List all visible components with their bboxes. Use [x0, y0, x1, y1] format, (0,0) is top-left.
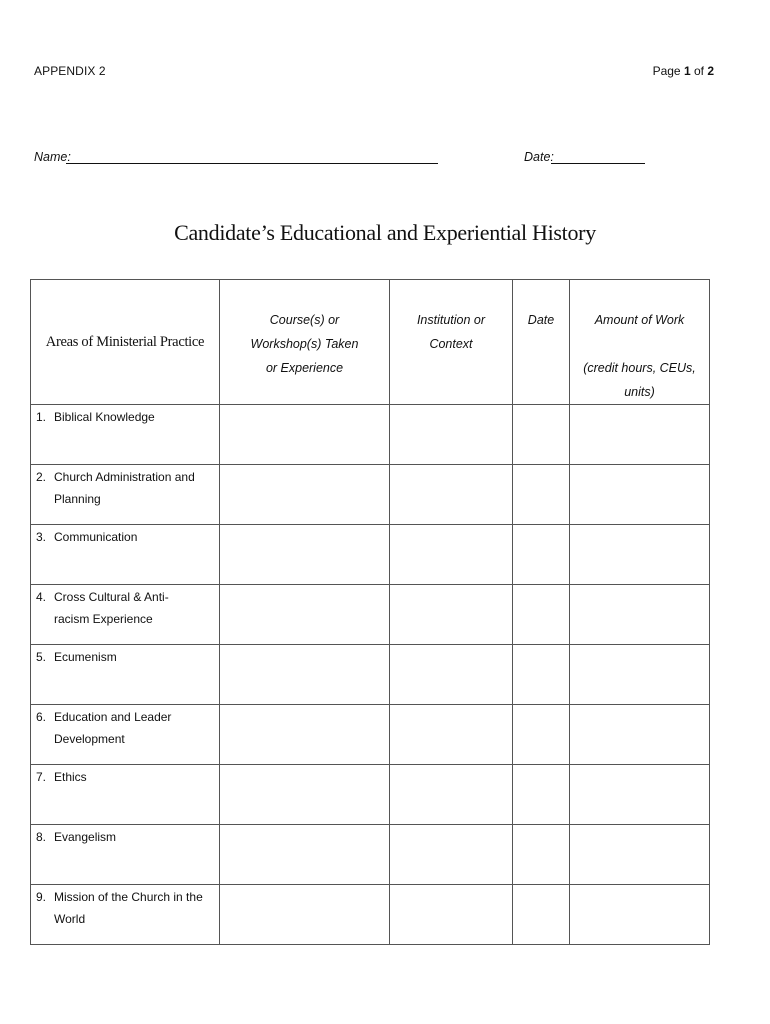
row-number: 2.: [36, 470, 47, 484]
row-label: Communication: [54, 530, 138, 544]
table-row: [31, 885, 710, 945]
area-cell: [31, 705, 220, 765]
row-number: 9.: [36, 890, 47, 904]
amount-cell[interactable]: [570, 825, 710, 885]
amount-cell[interactable]: [570, 705, 710, 765]
row-number: 8.: [36, 830, 47, 844]
institution-cell[interactable]: [390, 465, 513, 525]
area-cell: [31, 585, 220, 645]
institution-cell[interactable]: [390, 885, 513, 945]
institution-cell[interactable]: [390, 645, 513, 705]
name-field[interactable]: [66, 163, 438, 164]
row-label: Ecumenism: [54, 650, 117, 664]
amount-cell[interactable]: [570, 885, 710, 945]
row-number: 5.: [36, 650, 47, 664]
date-cell[interactable]: [513, 885, 570, 945]
header-date: Date: [513, 280, 570, 405]
institution-cell[interactable]: [390, 765, 513, 825]
row-label: Biblical Knowledge: [54, 410, 155, 424]
table-row: [31, 645, 710, 705]
header-amount-line-2: (credit hours, CEUs, units): [583, 361, 696, 399]
row-label: Mission of the Church in the World: [54, 890, 203, 926]
amount-cell[interactable]: [570, 405, 710, 465]
table-row: [31, 585, 710, 645]
date-cell[interactable]: [513, 465, 570, 525]
header-courses-line-2: Workshop(s) Taken: [250, 337, 359, 351]
page-indicator: [653, 64, 714, 78]
courses-cell[interactable]: [220, 885, 390, 945]
area-cell: [31, 645, 220, 705]
amount-cell[interactable]: [570, 645, 710, 705]
header-courses-line-3: or Experience: [265, 361, 344, 375]
row-number: 3.: [36, 530, 47, 544]
amount-cell[interactable]: [570, 525, 710, 585]
history-table: [30, 279, 710, 945]
date-cell[interactable]: [513, 765, 570, 825]
row-label: Cross Cultural & Anti-racism Experience: [54, 590, 169, 626]
row-label: Education and Leader Development: [54, 710, 172, 746]
header-courses: [220, 280, 390, 405]
header-institution-line-1: Institution or: [416, 313, 486, 327]
header-institution: [390, 280, 513, 405]
institution-cell[interactable]: [390, 825, 513, 885]
table-row: [31, 405, 710, 465]
row-number: 7.: [36, 770, 47, 784]
courses-cell[interactable]: [220, 525, 390, 585]
table-row: [31, 525, 710, 585]
institution-cell[interactable]: [390, 525, 513, 585]
amount-cell[interactable]: [570, 585, 710, 645]
amount-cell[interactable]: [570, 765, 710, 825]
table-header-row: [31, 280, 710, 405]
table-row: [31, 825, 710, 885]
courses-cell[interactable]: [220, 465, 390, 525]
page-title: Candidate’s Educational and Experiential History: [174, 220, 596, 245]
page-total: 2: [707, 64, 714, 78]
page-of: of: [690, 64, 708, 78]
amount-cell[interactable]: [570, 465, 710, 525]
header-courses-line-1: Course(s) or: [269, 313, 340, 327]
row-number: 4.: [36, 590, 47, 604]
institution-cell[interactable]: [390, 585, 513, 645]
header-areas: Areas of Ministerial Practice: [31, 280, 220, 405]
courses-cell[interactable]: [220, 765, 390, 825]
date-cell[interactable]: [513, 405, 570, 465]
date-cell[interactable]: [513, 705, 570, 765]
date-cell[interactable]: [513, 825, 570, 885]
row-number: 6.: [36, 710, 47, 724]
table-row: [31, 705, 710, 765]
date-cell[interactable]: [513, 525, 570, 585]
header-institution-line-2: Context: [429, 337, 473, 351]
row-label: Ethics: [54, 770, 87, 784]
area-cell: [31, 825, 220, 885]
courses-cell[interactable]: [220, 705, 390, 765]
page-prefix: Page: [652, 64, 684, 78]
courses-cell[interactable]: [220, 645, 390, 705]
row-label: Church Administration and Planning: [54, 470, 195, 506]
page-current: 1: [683, 64, 691, 78]
header-amount-line-1: Amount of Work: [594, 313, 685, 327]
row-number: 1.: [36, 410, 47, 424]
area-cell: [31, 885, 220, 945]
date-cell[interactable]: [513, 585, 570, 645]
area-cell: [31, 525, 220, 585]
date-label: Date:: [524, 150, 554, 164]
courses-cell[interactable]: [220, 585, 390, 645]
institution-cell[interactable]: [390, 705, 513, 765]
courses-cell[interactable]: [220, 825, 390, 885]
row-label: Evangelism: [54, 830, 117, 844]
table-row: [31, 765, 710, 825]
courses-cell[interactable]: [220, 405, 390, 465]
header-amount: [570, 280, 710, 405]
area-cell: [31, 405, 220, 465]
name-label: Name:: [34, 150, 71, 164]
table-row: [31, 465, 710, 525]
appendix-label: APPENDIX 2: [34, 64, 106, 78]
area-cell: [31, 465, 220, 525]
date-cell[interactable]: [513, 645, 570, 705]
area-cell: [31, 765, 220, 825]
institution-cell[interactable]: [390, 405, 513, 465]
date-field[interactable]: [551, 163, 645, 164]
